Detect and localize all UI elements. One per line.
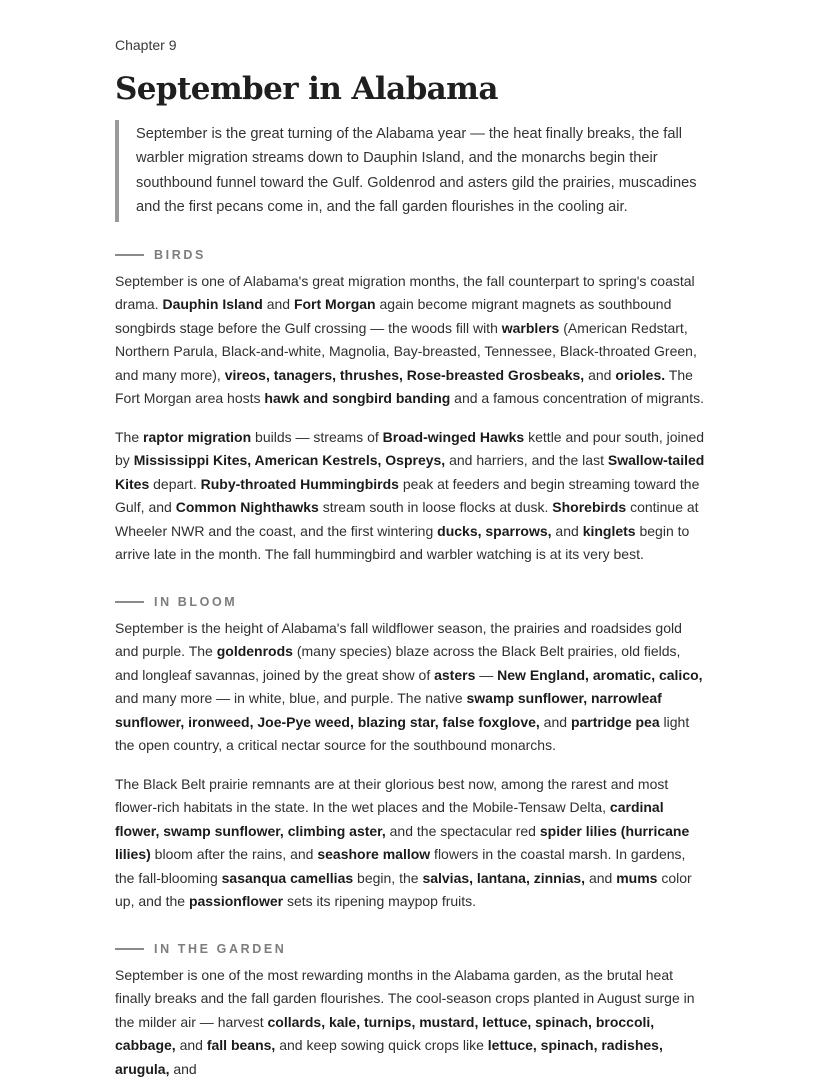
- text-run: depart.: [149, 475, 201, 492]
- paragraph: [115, 773, 707, 913]
- text-run: The Black Belt prairie remnants are at their glorious best now, among the rarest and most flower-rich habitats in the state. In the wet places and the Mobile-Tensaw Delta,: [115, 776, 669, 816]
- text-run: (American Redstart, Northern Parula, Black-and-white, Magnolia, Bay-breasted, Tennessee, Black-throated Green, and many more),: [115, 319, 697, 383]
- text-run: September is one of Alabama's great migration months, the fall counterpart to spring's coastal drama.: [115, 273, 695, 313]
- text-run: and the spectacular red: [385, 822, 540, 839]
- section-rule: [115, 948, 144, 950]
- bold-term: orioles.: [615, 366, 666, 383]
- text-run: continue at Wheeler NWR and the coast, and the first wintering: [115, 499, 699, 539]
- bold-term: collards, kale, turnips, mustard, lettuce, spinach, broccoli, cabbage,: [115, 1013, 655, 1054]
- text-run: and keep sowing quick crops like: [275, 1037, 488, 1054]
- section-title: IN BLOOM: [154, 595, 238, 609]
- bold-term: lettuce, spinach, radishes, arugula,: [115, 1037, 663, 1077]
- bold-term: goldenrods: [216, 643, 293, 660]
- text-run: and: [551, 522, 583, 539]
- text-run: builds — streams of: [251, 429, 383, 445]
- text-run: again become migrant magnets as southbound songbirds stage before the Gulf crossing — the woods fill with: [115, 296, 672, 336]
- bold-term: Swallow-tailed Kites: [115, 452, 705, 492]
- bold-term: seashore mallow: [317, 846, 431, 863]
- bold-term: vireos, tanagers, thrushes, Rose-breasted Grosbeaks,: [224, 366, 585, 383]
- intro-blockquote: September is the great turning of the Alabama year — the heat finally breaks, the fall warbler migration streams down to Dauphin Island, and the monarchs begin their southbound funnel toward the Gulf. Goldenrod and asters gild the prairies, muscadines and the first pecans come in, and the fall garden flourishes in the cooling air.: [115, 120, 697, 222]
- paragraph: [115, 964, 707, 1081]
- bold-term: ducks, sparrows,: [437, 522, 552, 539]
- bold-term: Dauphin Island: [162, 296, 263, 313]
- text-run: and: [169, 1060, 197, 1077]
- bold-term: salvias, lantana, zinnias,: [422, 869, 586, 886]
- section-heading-in-bloom: [115, 593, 237, 611]
- text-run: and: [584, 366, 616, 383]
- bold-term: raptor migration: [143, 429, 252, 445]
- section-title: IN THE GARDEN: [154, 942, 287, 956]
- text-run: flowers in the coastal marsh. In gardens, the fall-blooming: [115, 846, 686, 886]
- text-run: (many species) blaze across the Black Belt prairies, old fields, and longleaf savannas, joined by the great show of: [115, 643, 681, 683]
- paragraph: [115, 270, 707, 410]
- text-run: and: [585, 869, 617, 886]
- bold-term: sasanqua camellias: [221, 869, 354, 886]
- text-run: and: [539, 713, 571, 730]
- text-run: and a famous concentration of migrants.: [450, 390, 704, 407]
- bold-term: cardinal flower, swamp sunflower, climbing aster,: [115, 799, 664, 839]
- bold-term: Broad-winged Hawks: [382, 429, 525, 445]
- text-run: stream south in loose flocks at dusk.: [318, 499, 553, 516]
- text-run: light the open country, a critical nectar source for the southbound monarchs.: [115, 713, 690, 754]
- bold-term: kinglets: [582, 522, 636, 539]
- section-heading-in-the-garden: [115, 940, 286, 958]
- paragraph: [115, 426, 707, 566]
- text-run: begin, the: [353, 869, 423, 886]
- section-rule: [115, 601, 144, 603]
- bold-term: Mississippi Kites, American Kestrels, Ospreys,: [133, 452, 446, 469]
- bold-term: Shorebirds: [552, 499, 627, 516]
- text-run: September is one of the most rewarding months in the Alabama garden, as the brutal heat finally breaks and the fall garden flourishes. The cool-season crops planted in August surge in the milder air — harvest: [115, 967, 695, 1030]
- bold-term: swamp sunflower, narrowleaf sunflower, ironweed, Joe-Pye weed, blazing star, false foxglove,: [115, 690, 662, 730]
- bold-term: mums: [616, 869, 658, 886]
- text-run: bloom after the rains, and: [150, 846, 318, 863]
- text-run: September is the height of Alabama's fall wildflower season, the prairies and roadsides gold and purple. The: [115, 620, 682, 660]
- bold-term: New England, aromatic, calico,: [497, 666, 703, 683]
- bold-term: spider lilies (hurricane lilies): [115, 822, 690, 863]
- page-title: September in Alabama: [115, 71, 498, 107]
- bold-term: Ruby-throated Hummingbirds: [200, 475, 399, 492]
- text-run: The Fort Morgan area hosts: [115, 366, 693, 407]
- chapter-label: Chapter 9: [115, 37, 177, 53]
- bold-term: warblers: [501, 319, 560, 336]
- bold-term: passionflower: [188, 893, 284, 910]
- bold-term: partridge pea: [570, 713, 660, 730]
- text-run: sets its ripening maypop fruits.: [283, 893, 477, 910]
- paragraph: [115, 617, 707, 757]
- section-rule: [115, 254, 144, 256]
- text-run: —: [475, 666, 498, 683]
- text-run: and: [262, 296, 294, 313]
- text-run: color up, and the: [115, 869, 692, 910]
- section-title: BIRDS: [154, 248, 206, 262]
- text-run: peak at feeders and begin streaming toward the Gulf, and: [115, 475, 700, 516]
- text-run: The: [115, 429, 144, 445]
- text-run: and harriers, and the last: [445, 452, 608, 469]
- text-run: and: [175, 1037, 207, 1054]
- section-heading-birds: [115, 246, 206, 264]
- bold-term: hawk and songbird banding: [264, 390, 451, 407]
- bold-term: fall beans,: [206, 1037, 276, 1054]
- bold-term: asters: [434, 666, 476, 683]
- text-run: and many more — in white, blue, and purple. The native: [115, 690, 467, 707]
- bold-term: Common Nighthawks: [175, 499, 319, 516]
- text-run: kettle and pour south, joined by: [115, 429, 705, 469]
- text-run: begin to arrive late in the month. The fall hummingbird and warbler watching is at its very best.: [115, 522, 690, 563]
- bold-term: Fort Morgan: [293, 296, 376, 313]
